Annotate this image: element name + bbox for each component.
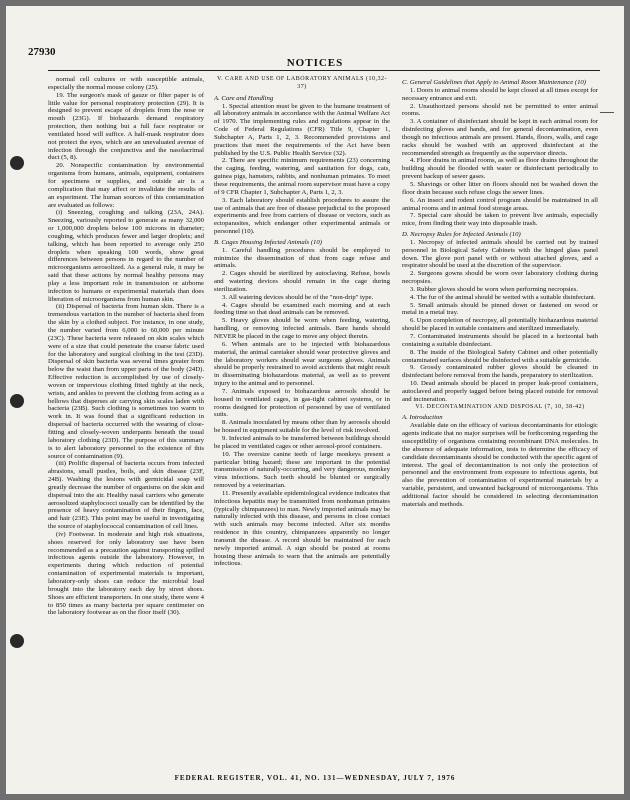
paragraph: 7. Contaminated instruments should be placed in a horizontal bath containing a suitable disinfectant. — [402, 333, 598, 348]
paragraph: (i) Sneezing, coughing and talking (23A, 24A). Sneezing, variously reported to generate as many 32,000 or 1,000,000 droplets below 100 microns in diameter; coughing, which produces fewer and larger droplets; and talking, which has been reported to average only 250 droplets when speaking 100 words, show great differences between persons in regard to the number of microorganisms aerosolized. As a general rule, it may be said that these actions by normal healthy persons may play a less important role in transmission or airborne infection to humans or experimental materials than does liberation of microorganisms from human skin. — [48, 209, 204, 303]
binder-hole — [10, 634, 24, 648]
paragraph: 8. Animals inoculated by means other than by aerosols should be housed in equipment suitable for the level of risk involved. — [214, 419, 390, 435]
section-heading: VI. DECONTAMINATION AND DISPOSAL (7, 10, 38-42) — [415, 403, 585, 410]
text-column-3 — [402, 76, 598, 764]
paragraph: 19. The surgeon's mask of gauze or filter paper is of little value for personal respiratory protection (29). It is designed to prevent escape of droplets from the nose or mouth (23G). If biohazards demand respiratory protection, then nothing but a full face respirator or ventilated hood will suffice. A half-mask respirator does not protect the eyes, which are an unevaluated avenue of infection through the conjunctiva and the nasolacrimal duct (5, 8). — [48, 91, 204, 162]
paragraph: 11. Presently available epidemiological evidence indicates that infectious hepatitis may be transmitted from nonhuman primates (typically chimpanzees) to man. Newly imported animals may be naturally infected with this disease, and persons in close contact with such animals may become infected. After six months residence in this country, chimpanzees apparently no longer transmit the disease. A record should be maintained for each newly imported animal. A sign should be posted at rooms housing these animals to warn that the animals are potentially infectious. — [214, 489, 390, 568]
binder-holes — [10, 6, 30, 794]
document-page — [6, 6, 624, 794]
paragraph: (iv) Footwear. In moderate and high risk situations, shoes reserved for only laboratory use have been recommended as a precaution against transporting spilled infectious agents outside the laboratory. However, in experiments during which reduction of potential contamination of experimental materials is important, laboratory-only shoes can reduce the microbial load brought into the laboratory each day by street shoes. Shoes are efficient transporters. In one study, there were 4 to 850 times as many bacteria per square centimeter on the laboratory footwear as on the floor itself (30). — [48, 530, 204, 617]
paragraph: 20. Nonspecific contamination by environmental organisms from humans, animals, equipment, containers for specimens or supplies, and outside air is a complication that may affect or invalidate the results of an experiment. The human sources of this contamination are evaluated as follows: — [48, 162, 204, 209]
margin-mark — [600, 102, 614, 113]
text-column-1 — [48, 76, 204, 764]
subsection-heading: B. Cages Housing Infected Animals (10) — [214, 238, 322, 246]
paragraph: 7. Animals exposed to biohazardous aerosols should be housed in ventilated cages, in gas-tight cabinet systems, or in rooms designed for protection of personnel by use of ventilated suits. — [214, 387, 390, 419]
paragraph: 10. The oversize canine teeth of large monkeys present a particular biting hazard; these are important in the potential transmission of naturally-occurring, and very dangerous, monkey virus infections. Such teeth should be blunted or surgically removed by a veterinarian. — [214, 450, 390, 490]
paragraph: 2. Cages should be sterilized by autoclaving. Refuse, bowls and watering devices should remain in the cage during sterilization. — [214, 270, 390, 293]
paragraph: 9. Grossly contaminated rubber gloves should be cleaned in disinfectant before removal from the hands, preparatory to sterilization. — [402, 364, 598, 380]
page-number: 27930 — [28, 46, 56, 58]
paragraph: 2. Unauthorized persons should not be permitted to enter animal rooms. — [402, 102, 598, 118]
text-column-2 — [214, 76, 390, 764]
paragraph: 7. Special care should be taken to prevent live animals, especially mice, from finding their way into disposable trash. — [402, 212, 598, 228]
binder-hole — [10, 394, 24, 408]
paragraph: 4. Cages should be examined each morning and at each feeding time so that dead animals can be removed. — [214, 301, 390, 317]
paragraph: 1. Special attention must be given to the humane treatment of all laboratory animals in accordance with the Animal Welfare Act of 1970. The implementing rules and regulations appear in the Code of Federal Regulations (CFR) Title 9, Chapter 1, Subchapter A, Parts 1, 2, 3. Recommended provisions and practices that meet the requirements of the Act have been published by the U.S. Public Health Service (32). — [214, 102, 390, 157]
paragraph: 1. Careful handling procedures should be employed to minimize the dissemination of dust from cage refuse and animals. — [214, 246, 390, 270]
paragraph: 4. Floor drains in animal rooms, as well as floor drains throughout the building should be flooded with water or disinfectant periodically to prevent backup of sewer gases. — [402, 157, 598, 181]
paragraph: 2. There are specific minimum requirements (23) concerning the caging, feeding, watering, and sanitation for dogs, cats, guinea pigs, hamsters, rabbits, and nonhuman primates. To meet these requirements, the animal room supervisor must have a copy of 9 CFR Chapter 1, Subchapter A, Parts 1, 2, 3. — [214, 157, 390, 196]
paragraph: 10. Dead animals should be placed in proper leak-proof containers, autoclaved and properly tagged before being placed outside for removal and incineration. — [402, 380, 598, 403]
paragraph: 2. Surgeons gowns should be worn over laboratory clothing during necropsies. — [402, 270, 598, 286]
paragraph: normal cell cultures or with susceptible animals, especially the normal mouse colony (25). — [48, 76, 204, 91]
paragraph: 9. Infected animals to be transferred between buildings should be placed in ventilated cages or other aerosol-proof containers. — [214, 434, 390, 450]
paragraph: 3. Each laboratory should establish procedures to assure the use of animals that are free of disease prejudicial to the proposed experiments and free from carriers of disease or vectors, such as ectoparasites, which endanger other experimental animals or personnel (10). — [214, 196, 390, 236]
section-header: NOTICES — [286, 57, 344, 69]
paragraph: (ii) Dispersal of bacteria from human skin. There is a tremendous variation in the number of bacteria shed from the skin by a clothed subject. For instance, in one study, the number varied from 6,000 to 60,000 per minute (23C). These bacteria were released on skin scales which were of a size that could penetrate the coarse fabric used for the laboratory and surgical clothing in the test (23D). Dispersal of skin bacteria was several times greater from below the waist than from upper parts of the body (24D). Effective reduction is accomplished by use of closely-woven or impervious clothing fitted tightly at the neck, wrists, and ankles to prevent the clothing from acting as a bellows that disperses air carrying skin scales laden with bacteria (23B). Such clothing is sometimes too warm to work in. It was found that a significant reduction in dispersal of bacteria occurred with the wearing of close-fitting and closely-woven underpants beneath the usual laboratory clothing (23D). The purpose of this summary is to alert laboratory personnel to the existence of this source of contamination (9). — [48, 303, 204, 460]
paragraph: 1. Doors to animal rooms should be kept closed at all times except for necessary entrance and exit. — [402, 86, 598, 102]
subsection-heading: A. Care and Handling — [214, 94, 274, 102]
paragraph: 6. An insect and rodent control program should be maintained in all animal rooms and in animal food storage areas. — [402, 196, 598, 212]
paragraph: 6. When animals are to be injected with biohazardous material, the animal caretaker should wear protective gloves and the laboratory workers should wear surgeons gloves. Animals should be properly restrained to avoid accidents that might result in disseminating biohazardous material, as well as to prevent injury to the animal and to personnel. — [214, 340, 390, 388]
paragraph: 3. A container of disinfectant should be kept in each animal room for disinfecting gloves and hands, and for general decontamination, even though no infectious animals are present. Hands, floors, walls, and cage racks should be washed with an approved disinfectant at the recommended strength as frequently as the supervisor directs. — [402, 118, 598, 157]
paragraph: 5. Heavy gloves should be worn when feeding, watering, handling, or removing infected animals. Bare hands should NEVER be placed in the cage to move any object therein. — [214, 317, 390, 340]
paragraph: 5. Shavings or other litter on floors should not be washed down the floor drain because such refuse clogs the sewer lines. — [402, 180, 598, 196]
paragraph: 6. Upon completion of necropsy, all potentially biohazardous material should be placed in suitable containers and sterilized immediately. — [402, 317, 598, 333]
page-footer: FEDERAL REGISTER, VOL. 41, NO. 131—WEDNESDAY, JULY 7, 1976 — [174, 774, 456, 782]
paragraph: 3. Rubber gloves should be worn when performing necropsies. — [410, 285, 578, 293]
paragraph: 4. The fur of the animal should be wetted with a suitable disinfectant. — [410, 293, 596, 301]
binder-hole — [10, 156, 24, 170]
subsection-heading: C. General Guidelines that Apply to Animal Room Maintenance (10) — [402, 79, 587, 86]
paragraph: 3. All watering devices should be of the "non-drip" type. — [222, 293, 374, 301]
header-rule — [48, 70, 600, 71]
paragraph: Available date on the efficacy of various decontaminants for etiologic agents indicate that no major surprises will be forthcoming regarding the susceptibility of organisms containing recombinant DNA molecules. In the absence of adequate information, tests to determine the efficacy of candidate decontaminants should be conducted with the specific agent of interest. The goal of decontamination is not only the protection of personnel and the environment from exposure to infectious agents, but also the prevention of contamination of experimental materials by a variable, persistent, and unwanted background of microorganisms. This additional factor should be considered in selecting decontamination materials and methods. — [402, 422, 598, 508]
section-heading: V. CARE AND USE OF LABORATORY ANIMALS (10,32-37) — [217, 76, 387, 90]
subsection-heading: D. Necropsy Rules for Infected Animals (10) — [402, 231, 521, 239]
paragraph: 5. Small animals should be pinned down or fastened on wood or metal in a metal tray. — [402, 301, 598, 317]
subsection-heading: A. Introduction — [402, 414, 443, 422]
paragraph: (iii) Prolific dispersal of bacteria occurs from infected abrasions, small pustles, boils, and skin disease (23F, 24B). Washing the lesions with germicidal soap will greatly decrease the number of organisms on the skin and dispersal into the air. Healthy nasal carriers who generate aerosolized staphylococci usually can be identified by the presence of heavy contamination of their fingers, face, and hair (23E). This point may be useful in investigating the source of staphylococcal contamination of cell lines. — [48, 460, 204, 531]
paragraph: 8. The inside of the Biological Safety Cabinet and other potentially contaminated surfaces should be disinfected with a suitable germicide. — [402, 348, 598, 364]
paragraph: 1. Necropsy of infected animals should be carried out by trained personnel in Biological Safety Cabinets with the hinged glass panel down. The glove port panel with or without attached gloves, and a respirator should be used at the discretion of the supervisor. — [402, 238, 598, 270]
